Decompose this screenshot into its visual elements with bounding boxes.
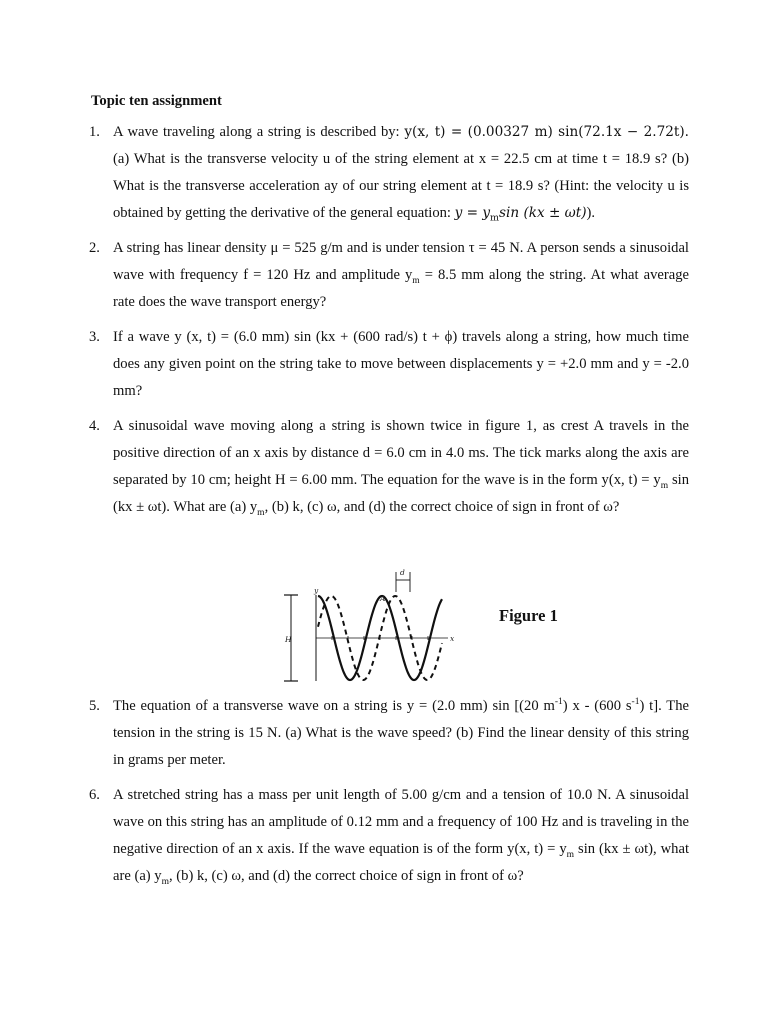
problem-text: sin (kx ± ωt). What are (a) y <box>113 472 689 515</box>
problem-list <box>89 119 689 529</box>
problem-text: A string has linear density μ = 525 g/m and is under tension τ = 45 N. A person sends a sinusoidal wave with frequency f = 120 Hz and amplitude y <box>113 240 689 283</box>
problem-2 <box>89 235 689 316</box>
problem-number: 6. <box>89 787 100 803</box>
problem-text: , (b) k, (c) ω, and (d) the correct choice of sign in front of ω? <box>264 499 620 515</box>
problem-text: A sinusoidal wave moving along a string is shown twice in figure 1, as crest A travels in the positive direction of an x axis by distance d = 6.0 cm in 4.0 ms. The tick marks along the axis are separated by 10 cm; height H = 6.00 mm. The equation for the wave is in the form y(x, t) = y <box>113 418 689 488</box>
problem-text: sin (kx ± ωt), what are (a) y <box>113 841 689 884</box>
subscript: m <box>161 876 169 887</box>
assignment-title: Topic ten assignment <box>91 93 222 109</box>
problem-3 <box>89 324 689 405</box>
subscript: m <box>257 507 265 518</box>
problem-text: A wave traveling along a string is described by: <box>113 124 405 140</box>
problem-6 <box>89 782 689 890</box>
problem-text: The equation of a transverse wave on a string is y = (2.0 mm) sin [(20 m <box>113 698 555 714</box>
problem-text: , (b) k, (c) ω, and (d) the correct choice of sign in front of ω? <box>169 868 524 884</box>
problem-text: A stretched string has a mass per unit length of 5.00 g/cm and a tension of 10.0 N. A sinusoidal wave on this string has an amplitude of 0.12 mm and a frequency of 100 Hz and is traveling in the negative direction of an x axis. If the wave equation is of the form y(x, t) = y <box>113 787 689 857</box>
problem-number: 3. <box>89 329 100 345</box>
problem-text: ) x - (600 s <box>562 698 632 714</box>
hint-equation: $y = y_m\sin$ (kx ± ωt) <box>454 205 587 224</box>
problem-number: 2. <box>89 240 100 256</box>
label-crest-a: A <box>380 594 386 603</box>
problem-number: 1. <box>89 124 100 140</box>
subscript: m <box>566 849 575 860</box>
superscript: -1 <box>631 697 640 708</box>
figure-1 <box>0 562 768 682</box>
problem-text: ) t]. The tension in the string is 15 N. (a) What is the wave speed? (b) Find the linear density of this string in grams per meter. <box>113 698 689 768</box>
wave-equation: y(x, t) = (0.00327 m) sin(72.1x − 2.72t). <box>404 124 690 140</box>
label-d: d <box>400 568 405 577</box>
problem-5 <box>89 693 689 774</box>
wave-diagram <box>276 566 466 682</box>
problem-4 <box>89 413 689 521</box>
superscript: -1 <box>554 697 563 708</box>
label-h: H <box>285 635 292 644</box>
subscript: m <box>660 480 669 491</box>
problem-text: If a wave y (x, t) = (6.0 mm) sin (kx + (600 rad/s) t + ϕ) travels along a string, how much time does any given point on the string take to move between displacements y = +2.0 mm and y = -2.0 mm? <box>113 329 689 399</box>
problem-text: = 8.5 mm along the string. At what average rate does the wave transport energy? <box>113 267 689 310</box>
problem-number: 4. <box>89 418 100 434</box>
problem-text: (a) What is the transverse velocity u of the string element at x = 22.5 cm at time t = 18.9 s? (b) What is the transverse acceleration ay of our string element at t = 18.9 s? (Hint: the velocity u is obtained by getting the derivative of the general equation: <box>113 151 689 221</box>
label-y: y <box>314 586 319 595</box>
problem-number: 5. <box>89 698 100 714</box>
problem-list-continued <box>89 693 689 898</box>
figure-caption: Figure 1 <box>499 606 558 625</box>
subscript: m <box>412 275 420 286</box>
problem-text: ). <box>586 205 596 221</box>
label-x: x <box>450 634 455 643</box>
problem-1 <box>89 119 689 227</box>
